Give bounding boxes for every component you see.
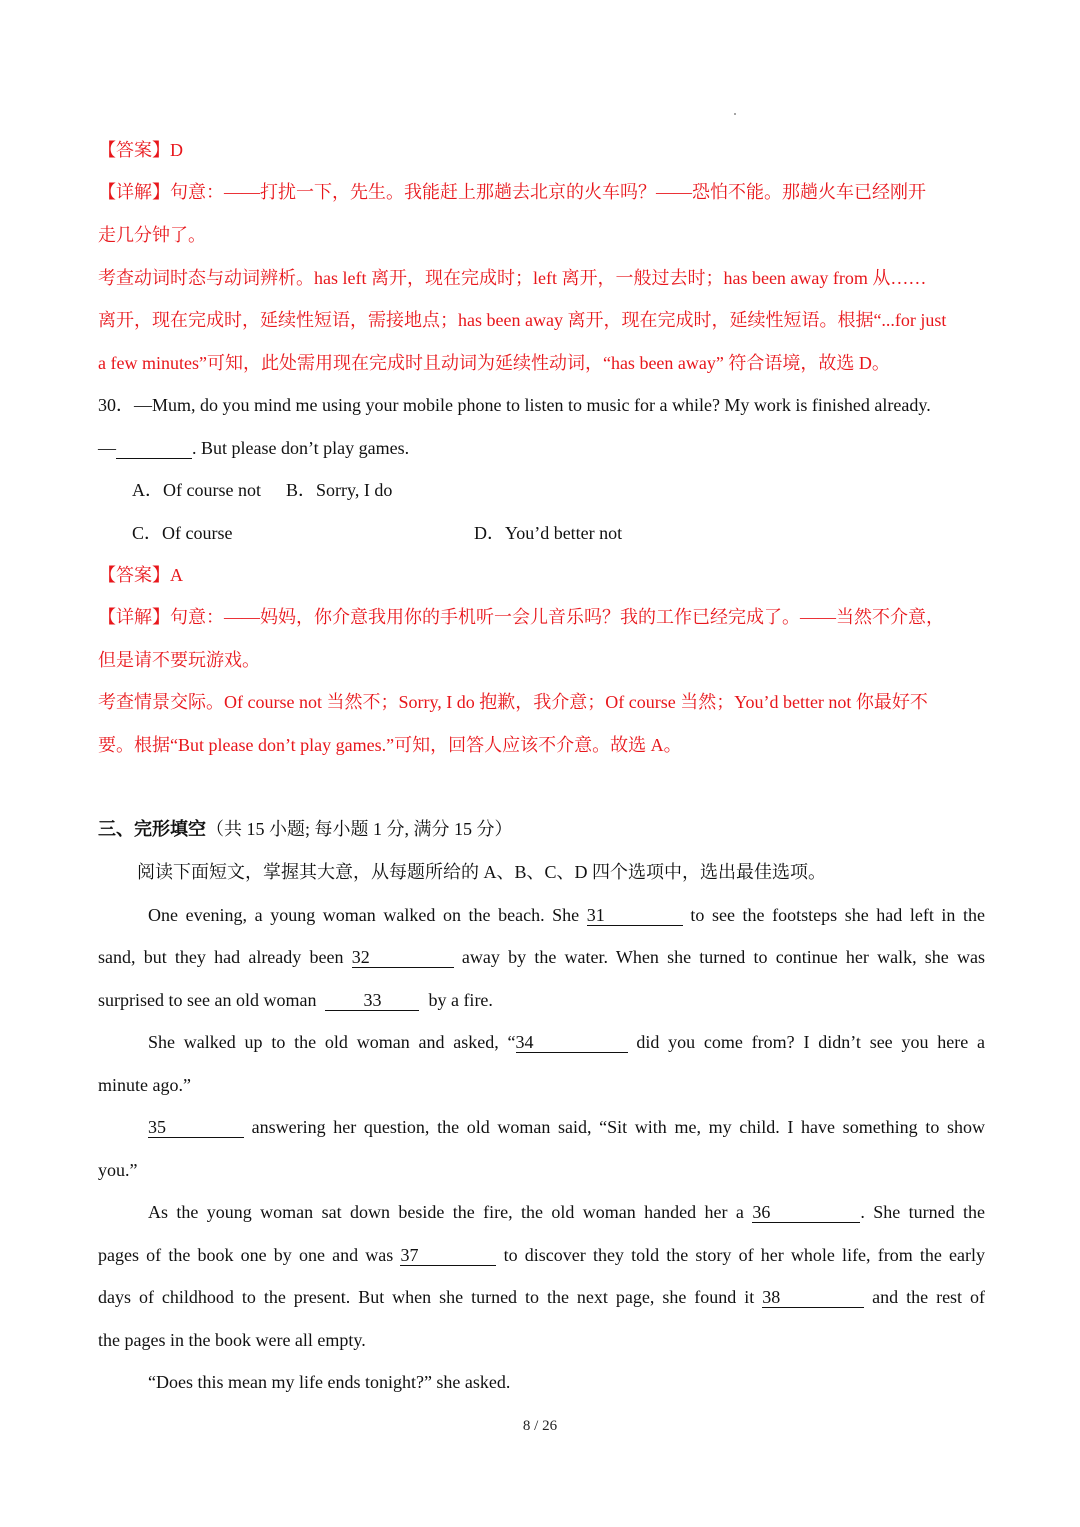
passage-text: days of childhood to the present. But when she turned to the next page, she found it: [98, 1287, 755, 1307]
blank-32: 32: [352, 947, 454, 968]
blank-35: 35: [148, 1117, 244, 1138]
blank-34: 34: [516, 1032, 628, 1053]
passage-text: sand, but they had already been: [98, 947, 344, 967]
q29-detail-label: 【详解】: [98, 182, 170, 202]
q29-detail-line2: 走几分钟了。: [98, 225, 206, 245]
passage-text: pages of the book one by one and was: [98, 1245, 394, 1265]
q30-option-c: C．Of course: [132, 523, 233, 543]
q30-detail-label: 【详解】: [98, 607, 170, 627]
passage-line-11: the pages in the book were all empty.: [98, 1330, 366, 1350]
q30-analysis-line2: 要。根据“But please don’t play games.”可知，回答人应该不介意。故选 A。: [98, 735, 682, 755]
scan-dot: [734, 113, 736, 115]
q29-answer: [98, 138, 988, 162]
q29-answer-label: 【答案】: [98, 140, 170, 160]
q30-option-b: B．Sorry, I do: [286, 480, 393, 500]
blank-31: 31: [587, 905, 683, 926]
section3-instruction: 阅读下面短文，掌握其大意，从每题所给的 A、B、C、D 四个选项中，选出最佳选项。: [137, 862, 827, 882]
section3-title: 三、完形填空: [98, 819, 206, 839]
passage-line-5: minute ago.”: [98, 1075, 191, 1095]
passage-text: to see the footsteps she had left in the: [690, 905, 986, 925]
q30-detail-line2: 但是请不要玩游戏。: [98, 650, 260, 670]
blank-38: 38: [762, 1287, 864, 1308]
passage-line-2: [98, 945, 985, 969]
passage-text: and the rest of: [872, 1287, 986, 1307]
passage-line-1: [148, 903, 985, 927]
passage-line-6: [148, 1115, 985, 1139]
passage-line-3: [98, 988, 988, 1012]
q29-analysis-line2: 离开，现在完成时，延续性短语，需接地点；has been away 离开，现在完成时，延续性短语。根据“...for just: [98, 310, 947, 330]
q29-answer-value: D: [170, 140, 183, 160]
blank-33: 33: [325, 990, 419, 1011]
q29-analysis-line1: 考查动词时态与动词辨析。has left 离开，现在完成时；left 离开，一般过去时；has been away from 从……: [98, 268, 927, 288]
q30-reply-suffix: . But please don’t play games.: [192, 438, 410, 458]
passage-text: to discover they told the story of her whole life, from the early: [503, 1245, 986, 1265]
q30-option-d: D．You’d better not: [474, 523, 623, 543]
passage-text: away by the water. When she turned to continue her walk, she was: [461, 947, 985, 967]
passage-line-4: [148, 1030, 985, 1054]
q30-answer-label: 【答案】: [98, 565, 170, 585]
q30-analysis-line1: 考查情景交际。Of course not 当然不；Sorry, I do 抱歉，我介意；Of course 当然；You’d better not 你最好不: [98, 692, 928, 712]
q30-answer: [98, 563, 988, 587]
passage-text: by a fire.: [428, 990, 493, 1010]
q30-blank: [116, 438, 192, 459]
section3-heading: [98, 817, 988, 841]
passage-line-8: [148, 1200, 985, 1224]
passage-text: As the young woman sat down beside the fire, the old woman handed her a: [148, 1202, 744, 1222]
passage-text: did you come from? I didn’t see you here a: [636, 1032, 986, 1052]
q30-detail-line1: 句意：——妈妈，你介意我用你的手机听一会儿音乐吗？我的工作已经完成了。——当然不介意，: [170, 607, 944, 627]
q29-detail: [98, 180, 988, 204]
passage-text: . She turned the: [860, 1202, 985, 1222]
blank-37: 37: [400, 1245, 496, 1266]
q30-reply-prefix: —: [98, 438, 116, 458]
q30-question: 30．—Mum, do you mind me using your mobile phone to listen to music for a while? My work is finished already.: [98, 395, 931, 415]
passage-line-9: [98, 1243, 985, 1267]
q30-detail: [98, 605, 988, 629]
passage-line-10: [98, 1285, 985, 1309]
passage-text: One evening, a young woman walked on the beach. She: [148, 905, 580, 925]
q29-detail-line1: 句意：——打扰一下，先生。我能赶上那趟去北京的火车吗？——恐怕不能。那趟火车已经刚开: [170, 182, 926, 202]
q30-option-a: A．Of course not: [132, 480, 261, 500]
passage-text: surprised to see an old woman: [98, 990, 317, 1010]
page-number: 8 / 26: [522, 1418, 558, 1434]
passage-text: answering her question, the old woman said, “Sit with me, my child. I have something to show: [251, 1117, 985, 1137]
q30-answer-value: A: [170, 565, 183, 585]
passage-text: She walked up to the old woman and asked, “: [148, 1032, 516, 1052]
blank-36: 36: [752, 1202, 860, 1223]
passage-line-12: “Does this mean my life ends tonight?” she asked.: [148, 1372, 511, 1392]
q29-analysis-line3: a few minutes”可知，此处需用现在完成时且动词为延续性动词，“has been away” 符合语境，故选 D。: [98, 353, 890, 373]
passage-line-7: you.”: [98, 1160, 138, 1180]
section3-title-note: （共 15 小题; 每小题 1 分, 满分 15 分）: [206, 819, 513, 839]
q30-reply: [98, 436, 988, 460]
